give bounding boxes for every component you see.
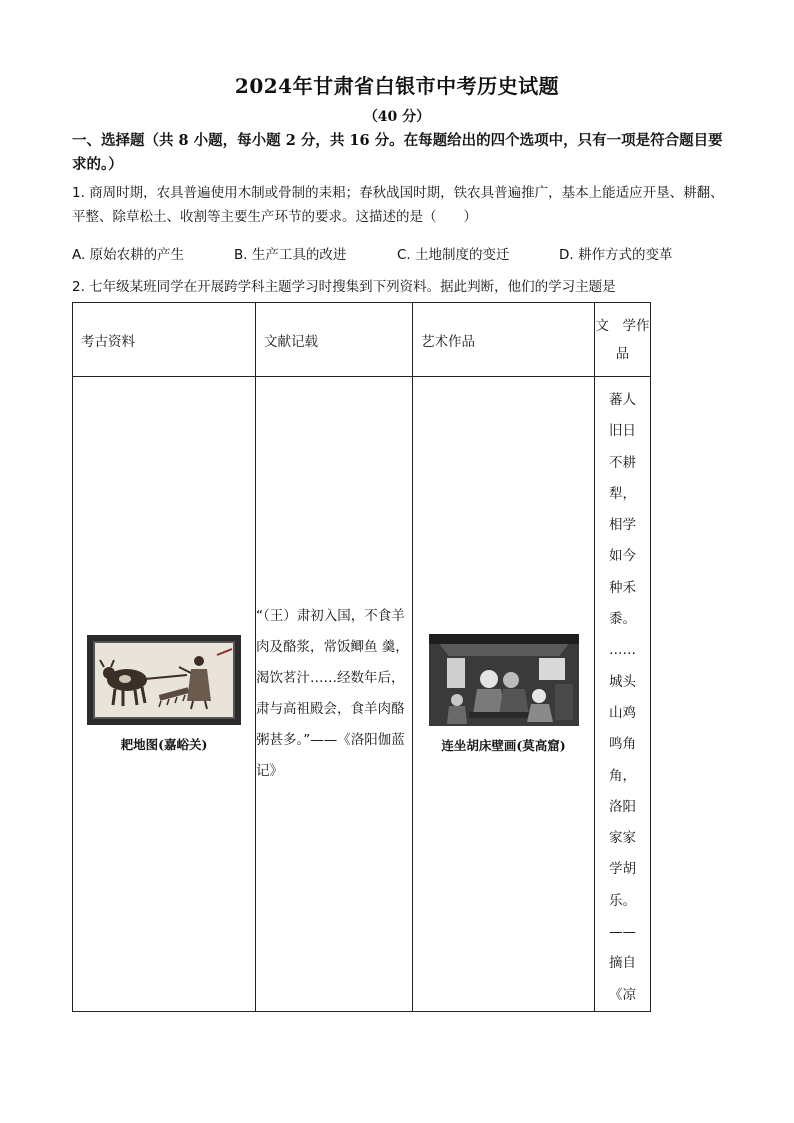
poem-line: 蕃人: [609, 392, 636, 408]
literary-work-cell: [595, 377, 651, 1012]
table-header-row: [73, 303, 651, 377]
table-content-row: [73, 377, 651, 1012]
poem-line: 种禾: [609, 579, 636, 596]
poem-line: 不耕: [609, 454, 636, 471]
question-2-text: 2. 七年级某班同学在开展跨学科主题学习时搜集到下列资料。据此判断，他们的学习主题是: [72, 279, 616, 295]
dunhuang-mural-image: [429, 634, 579, 754]
option-a[interactable]: A. 原始农耕的产生: [72, 247, 185, 263]
poem-line: 洛阳: [609, 798, 636, 815]
poem-line: 山鸡: [609, 704, 636, 721]
poem-line: 城头: [609, 673, 636, 690]
poem-line: 角，: [609, 767, 636, 784]
score-note: （40 分）: [363, 109, 431, 125]
header-literary-work: 文 学作品: [595, 303, 651, 377]
poem-line: ……: [609, 642, 636, 659]
literature-record-cell: “（王）肃初入国，不食羊肉及酪浆，常饭鲫鱼 羹，渴饮茗汁……经数年后，肃与高祖殿会，食羊肉酪粥甚多。”——《洛阳伽蓝记》: [256, 377, 413, 1012]
poem-line: 黍。: [609, 611, 636, 628]
poem-line: 如今: [609, 548, 636, 565]
poem-line: 鸣角: [609, 736, 636, 753]
materials-table: [72, 302, 651, 1012]
header-literature-record: 文献记载: [256, 303, 413, 377]
artwork-cell: [413, 377, 595, 1012]
header-archaeology: 考古资料: [73, 303, 256, 377]
section-heading: 一、选择题（共 8 小题，每小题 2 分，共 16 分。在每题给出的四个选项中，只有一项是符合题目要求的。）: [72, 132, 723, 173]
poem-line: 乐。: [609, 892, 636, 909]
poem-line: 《凉: [609, 986, 636, 1003]
option-d[interactable]: D. 耕作方式的变革: [559, 247, 673, 263]
dunhuang-mural-picture: [429, 634, 579, 726]
header-artwork: 艺术作品: [413, 303, 595, 377]
option-b[interactable]: B. 生产工具的改进: [234, 247, 347, 263]
option-c[interactable]: C. 土地制度的变迁: [397, 247, 510, 263]
dunhuang-mural-caption: 连坐胡床壁画(莫高窟): [441, 737, 566, 753]
harrowing-mural-image: [87, 635, 241, 753]
poem-line: ——: [609, 924, 636, 941]
poem-line: 学胡: [609, 861, 636, 878]
archaeology-cell: [73, 377, 256, 1012]
poem-line: 相学: [609, 517, 636, 534]
poem-line: 摘自: [609, 955, 636, 972]
poem-line: 家家: [609, 830, 636, 847]
page-title: 2024年甘肃省白银市中考历史试题: [234, 74, 560, 98]
harrowing-mural-caption: 耙地图(嘉峪关): [120, 736, 208, 752]
poem-line: 旧日: [609, 423, 636, 440]
question-1-options: [72, 243, 727, 267]
poem-line: 犁，: [609, 485, 636, 502]
question-1-text: 1. 商周时期，农具普遍使用木制或骨制的耒耜；春秋战国时期，铁农具普遍推广，基本上能适应开垦、耕翻、平整、除草松土、收割等主要生产环节的要求。这描述的是（ ）: [72, 185, 724, 225]
harrowing-mural-picture: [87, 635, 241, 725]
